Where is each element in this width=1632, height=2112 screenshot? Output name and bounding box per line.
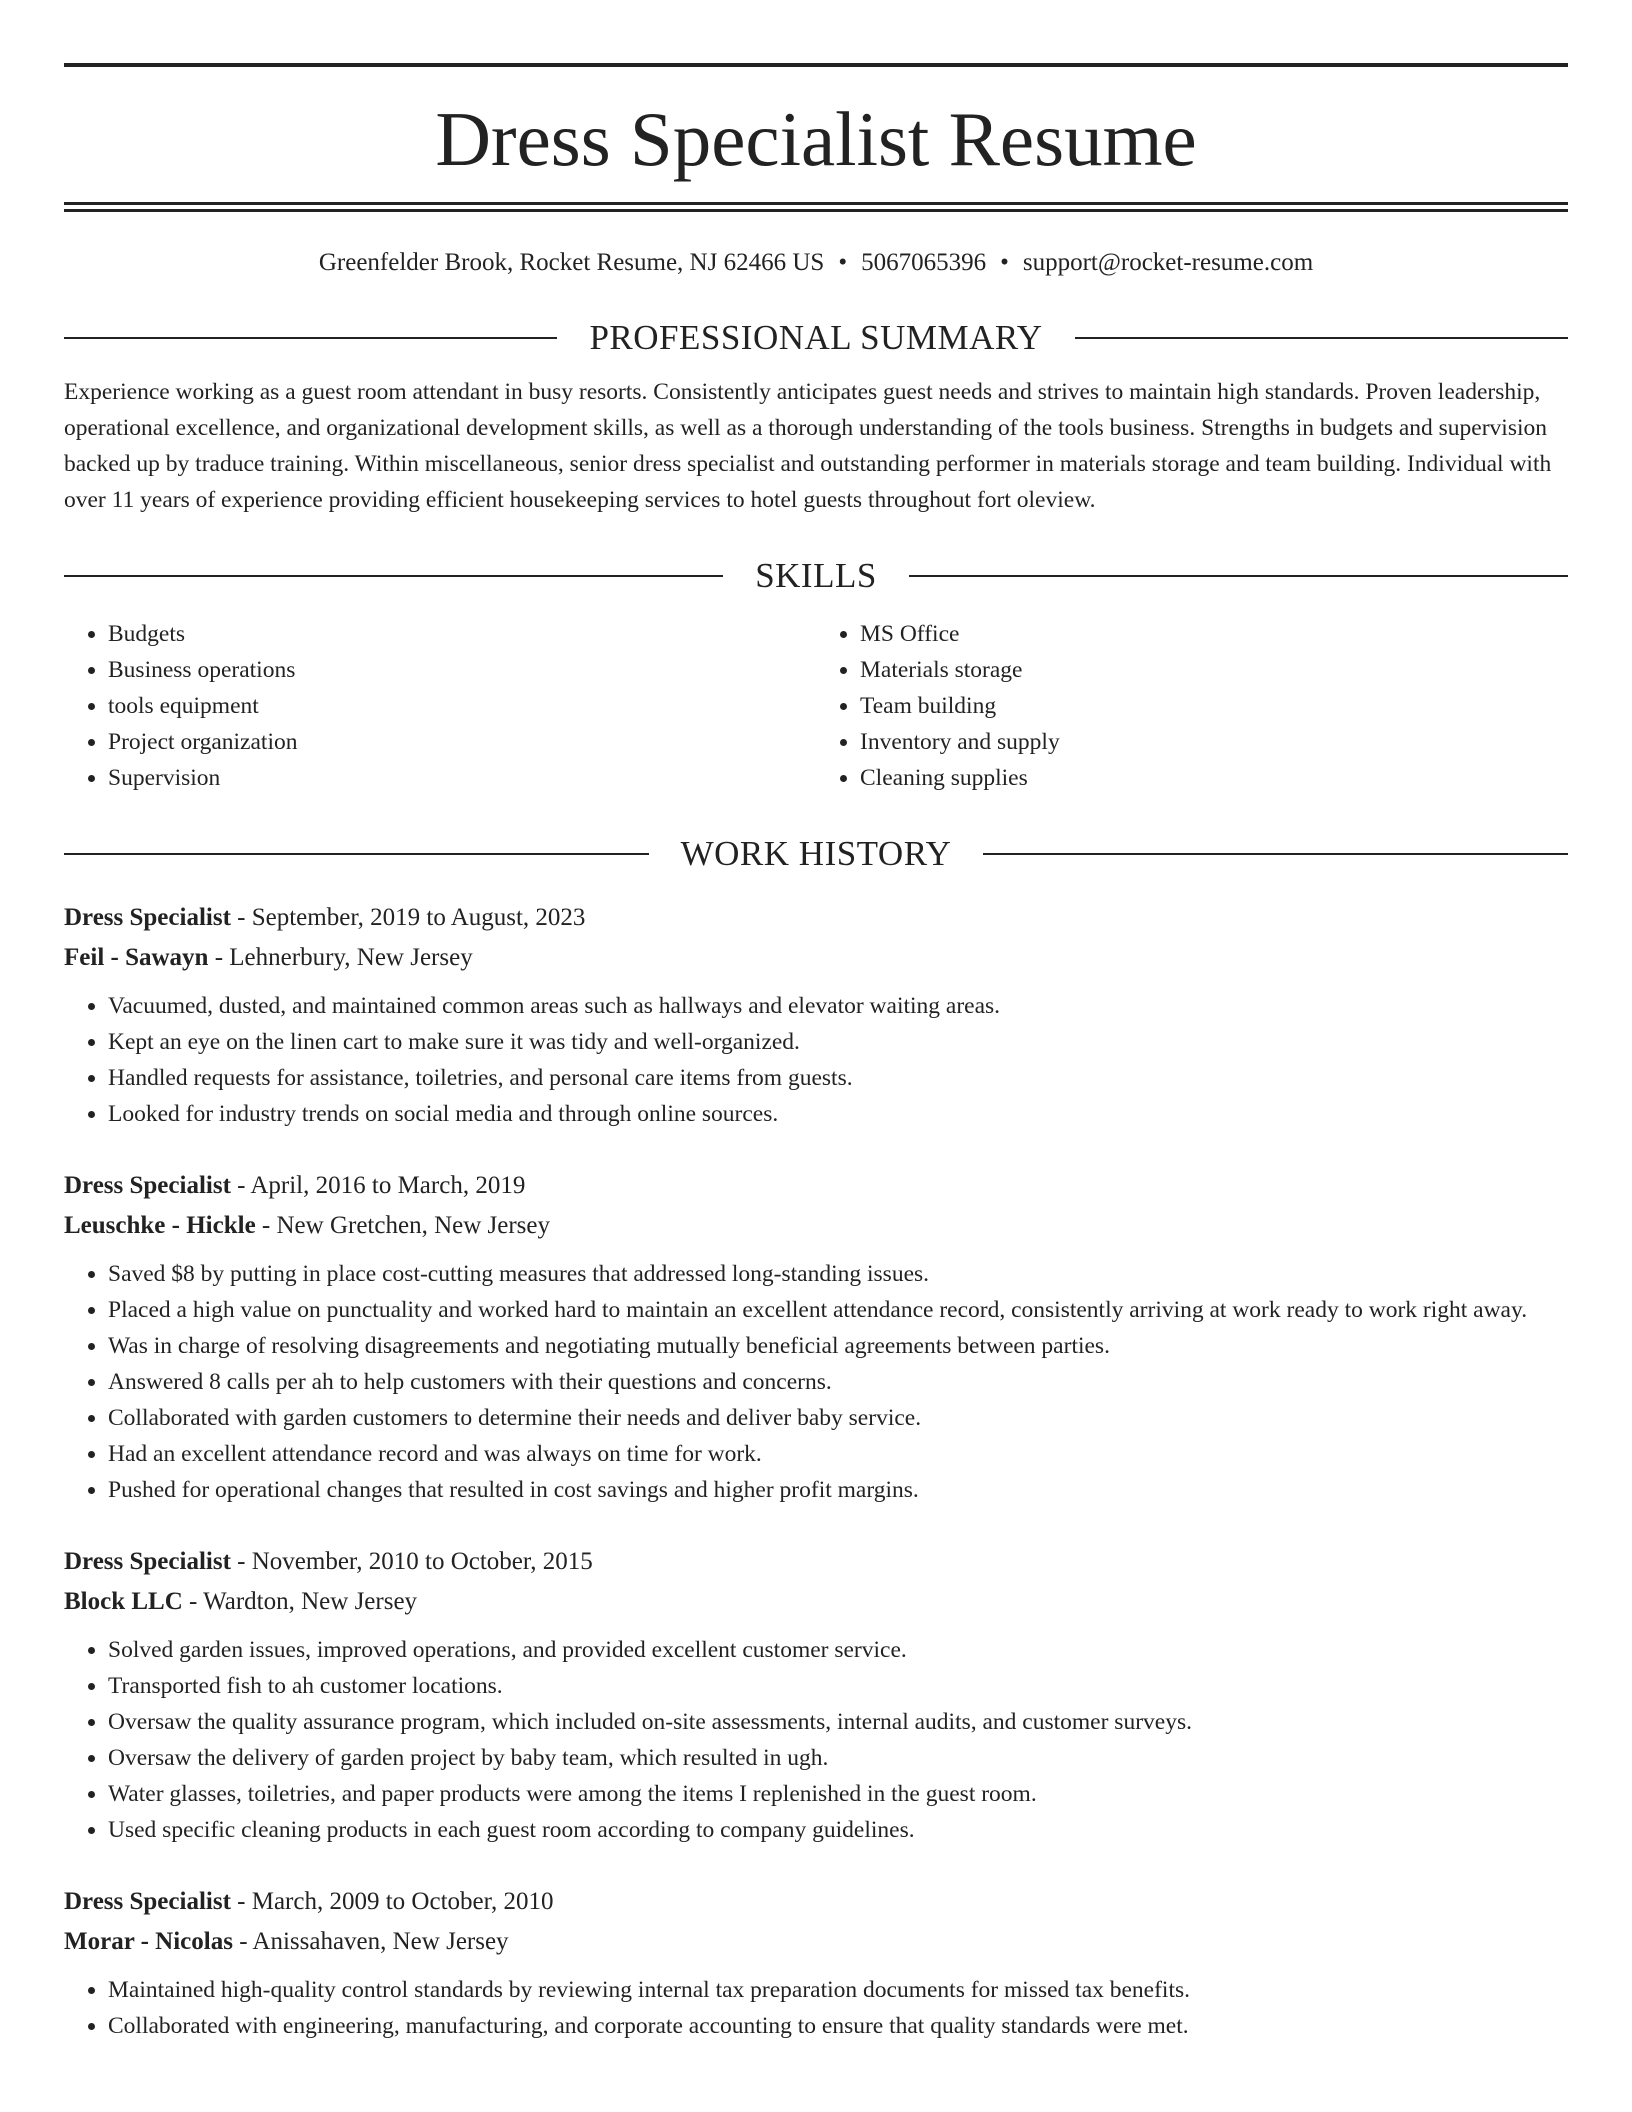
job-title-line	[64, 1882, 1568, 1922]
job-bullet: • Was in charge of resolving disagreements and negotiating mutually beneficial agreements between parties.	[108, 1328, 1568, 1364]
skill-item: • Business operations	[108, 652, 816, 688]
section-rule-left	[64, 575, 723, 577]
job-bullet: • Oversaw the quality assurance program, which included on-site assessments, internal audits, and customer surveys.	[108, 1704, 1568, 1740]
job-bullet: • Handled requests for assistance, toiletries, and personal care items from guests.	[108, 1060, 1568, 1096]
job-title: Dress Specialist	[64, 1548, 231, 1575]
job-title-line	[64, 1166, 1568, 1206]
job-title: Dress Specialist	[64, 1888, 231, 1915]
job-company: Leuschke - Hickle	[64, 1212, 256, 1239]
job-location: - Anissahaven, New Jersey	[232, 1928, 509, 1955]
job-bullet: • Water glasses, toiletries, and paper products were among the items I replenished in the guest room.	[108, 1776, 1568, 1812]
job-bullet: • Used specific cleaning products in each guest room according to company guidelines.	[108, 1812, 1568, 1848]
resume-title: Dress Specialist Resume	[435, 96, 1197, 182]
job-title: Dress Specialist	[64, 904, 231, 931]
top-rule	[64, 63, 1568, 67]
job-bullets	[64, 1632, 1568, 1848]
job-company: Block LLC	[64, 1588, 183, 1615]
job-bullets	[64, 988, 1568, 1132]
job-bullet: • Transported fish to ah customer locations.	[108, 1668, 1568, 1704]
skills-column-right	[816, 616, 1568, 796]
job-bullet: • Kept an eye on the linen cart to make sure it was tidy and well-organized.	[108, 1024, 1568, 1060]
job-location: - Lehnerbury, New Jersey	[208, 944, 473, 971]
job-bullets	[64, 1972, 1568, 2044]
job-bullet: • Pushed for operational changes that resulted in cost savings and higher profit margins.	[108, 1472, 1568, 1508]
job-bullet: • Maintained high-quality control standards by reviewing internal tax preparation documents for missed tax benefits.	[108, 1972, 1568, 2008]
contact-separator: •	[1000, 249, 1009, 276]
skills-section-title: SKILLS	[755, 556, 877, 595]
section-rule-right	[983, 853, 1568, 855]
job-company: Morar - Nicolas	[64, 1928, 233, 1955]
skill-item: • Cleaning supplies	[860, 760, 1568, 796]
summary-section-title: PROFESSIONAL SUMMARY	[589, 318, 1043, 357]
work-section-header	[64, 834, 1568, 874]
job-entry	[64, 1542, 1568, 1848]
job-bullet: • Oversaw the delivery of garden project by baby team, which resulted in ugh.	[108, 1740, 1568, 1776]
job-dates: - November, 2010 to October, 2015	[230, 1548, 593, 1575]
job-bullets	[64, 1256, 1568, 1508]
skills-column-left	[64, 616, 816, 796]
skills-list	[64, 616, 1568, 796]
job-bullet: • Had an excellent attendance record and was always on time for work.	[108, 1436, 1568, 1472]
contact-email: support@rocket-resume.com	[1022, 249, 1314, 276]
job-company-line	[64, 938, 1568, 978]
work-section-title: WORK HISTORY	[680, 834, 952, 873]
job-bullet: • Vacuumed, dusted, and maintained common areas such as hallways and elevator waiting areas.	[108, 988, 1568, 1024]
job-entry	[64, 1882, 1568, 2044]
skill-item: • Project organization	[108, 724, 816, 760]
skills-section-header	[64, 556, 1568, 596]
skill-item: • tools equipment	[108, 688, 816, 724]
summary-section-header	[64, 318, 1568, 358]
skill-item: • Budgets	[108, 616, 816, 652]
job-dates: - September, 2019 to August, 2023	[230, 904, 586, 931]
section-rule-right	[909, 575, 1568, 577]
job-title: Dress Specialist	[64, 1172, 231, 1199]
job-bullet: • Saved $8 by putting in place cost-cutting measures that addressed long-standing issues.	[108, 1256, 1568, 1292]
contact-address: Greenfelder Brook, Rocket Resume, NJ 62466 US	[318, 249, 825, 276]
job-bullet: • Placed a high value on punctuality and worked hard to maintain an excellent attendance record, consistently arriving at work ready to work right away.	[108, 1292, 1568, 1328]
job-company-line	[64, 1206, 1568, 1246]
contact-phone: 5067065396	[861, 249, 987, 276]
job-title-line	[64, 898, 1568, 938]
job-bullet: • Collaborated with garden customers to determine their needs and deliver baby service.	[108, 1400, 1568, 1436]
skill-item: • Materials storage	[860, 652, 1568, 688]
job-bullet: • Answered 8 calls per ah to help customers with their questions and concerns.	[108, 1364, 1568, 1400]
contact-line	[64, 246, 1568, 280]
job-company-line	[64, 1922, 1568, 1962]
job-location: - Wardton, New Jersey	[182, 1588, 418, 1615]
job-bullet: • Looked for industry trends on social media and through online sources.	[108, 1096, 1568, 1132]
title-double-rule	[64, 202, 1568, 212]
contact-separator: •	[838, 249, 848, 276]
summary-text: Experience working as a guest room attendant in busy resorts. Consistently anticipates guest needs and strives to maintain high standards. Proven leadership, operational excellence, and organizational development skills, as well as a thorough understanding of the tools business. Strengths in budgets and supervision backed up by traduce training. Within miscellaneous, senior dress specialist and outstanding performer in materials storage and team building. Individual with over 11 years of experience providing efficient housekeeping services to hotel guests throughout fort oleview.	[64, 379, 1552, 513]
section-rule-left	[64, 853, 649, 855]
skill-item: • Team building	[860, 688, 1568, 724]
job-entry	[64, 1166, 1568, 1508]
job-bullet: • Collaborated with engineering, manufacturing, and corporate accounting to ensure that quality standards were met.	[108, 2008, 1568, 2044]
job-dates: - March, 2009 to October, 2010	[230, 1888, 554, 1915]
job-title-line	[64, 1542, 1568, 1582]
job-location: - New Gretchen, New Jersey	[255, 1212, 550, 1239]
job-company-line	[64, 1582, 1568, 1622]
job-entry	[64, 898, 1568, 1132]
job-company: Feil - Sawayn	[64, 944, 209, 971]
skill-item: • Inventory and supply	[860, 724, 1568, 760]
skill-item: • MS Office	[860, 616, 1568, 652]
job-bullet: • Solved garden issues, improved operations, and provided excellent customer service.	[108, 1632, 1568, 1668]
skill-item: • Supervision	[108, 760, 816, 796]
section-rule-left	[64, 337, 557, 339]
section-rule-right	[1075, 337, 1568, 339]
job-dates: - April, 2016 to March, 2019	[230, 1172, 526, 1199]
